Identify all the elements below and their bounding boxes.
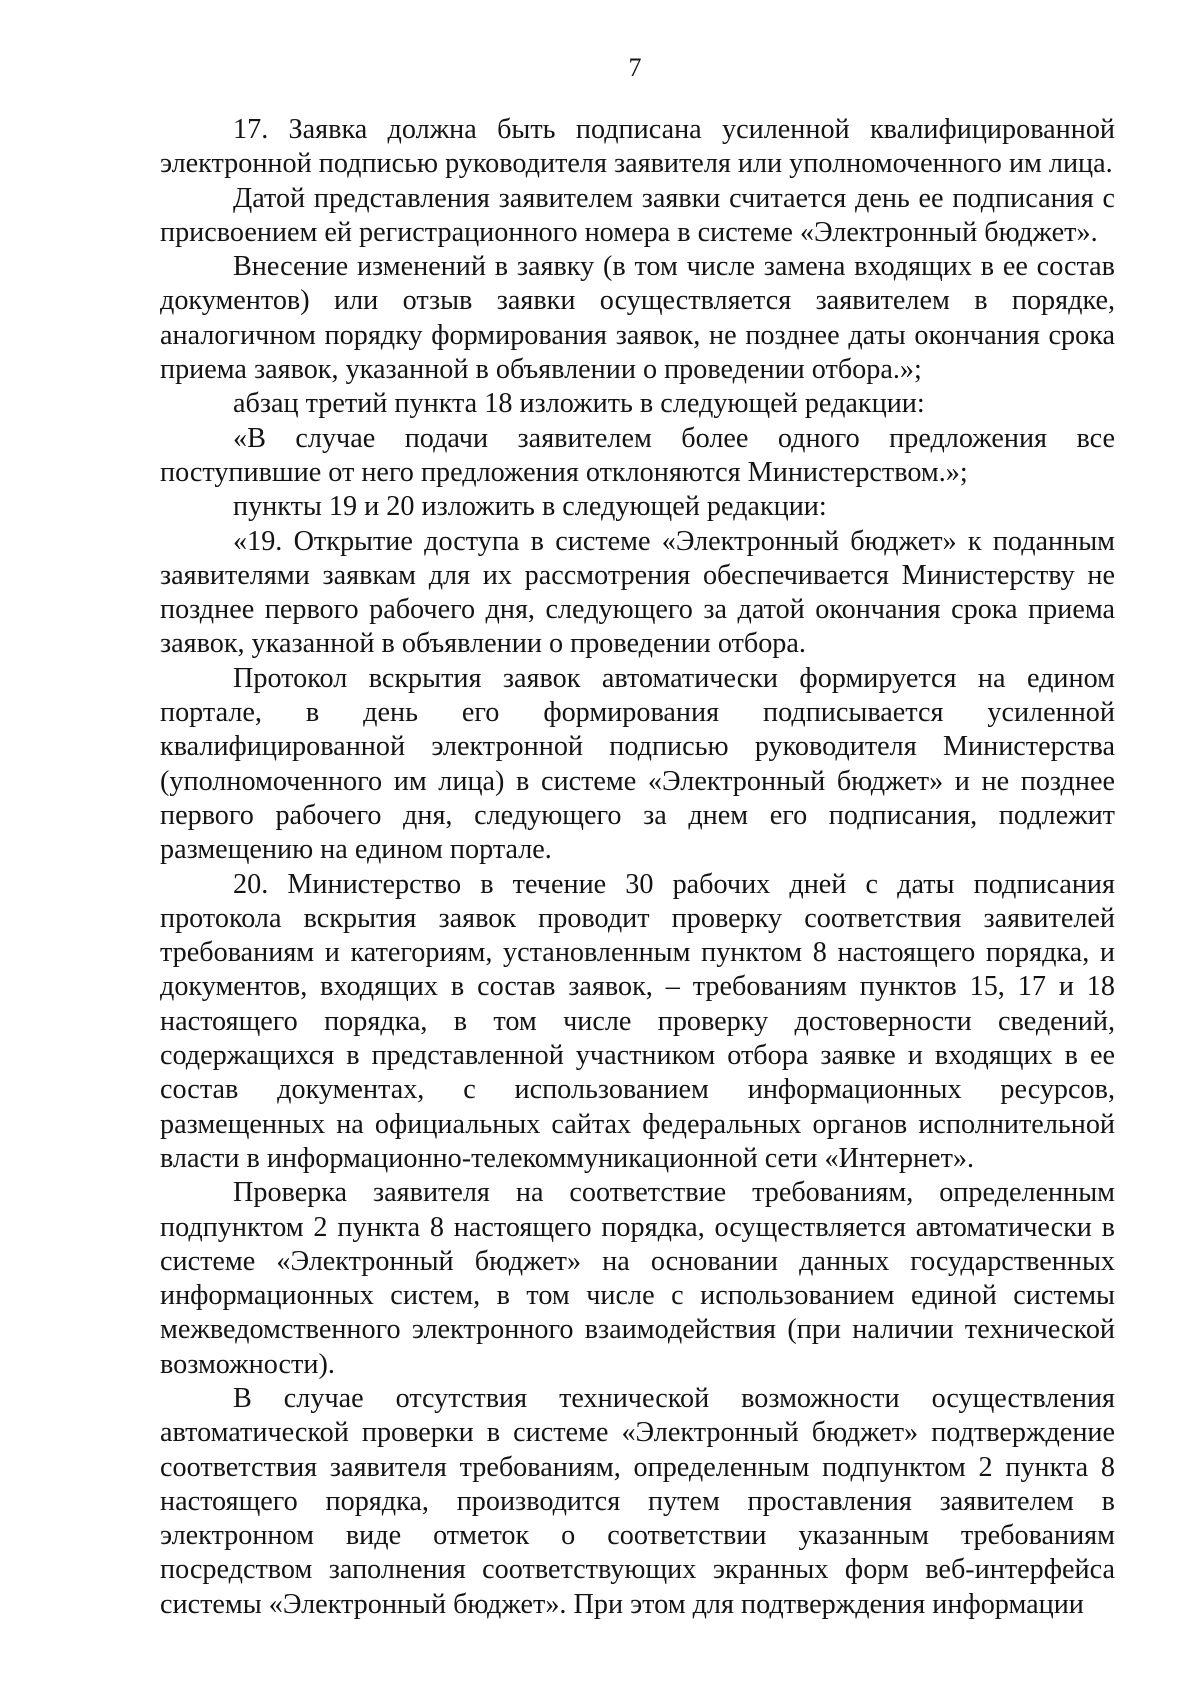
paragraph-18-text: «В случае подачи заявителем более одного предложения все поступившие от него предложения отклоняются Министерством.»; (160, 422, 1115, 488)
page-number: 7 (628, 53, 642, 82)
paragraph-manual-check: В случае отсутствия технической возможности осуществления автоматической проверки в системе «Электронный бюджет» подтверждение соответствия заявителя требованиям, определенным подпунктом 2 пункта 8 настоящего порядка, производится путем проставления заявителем в электронном виде отметок о соответствии указанным требованиям посредством заполнения соответствующих экранных форм веб-интерфейса системы «Электронный бюджет». При этом для подтверждения информации (160, 1382, 1115, 1620)
paragraph-protocol: Протокол вскрытия заявок автоматически формируется на едином портале, в день его формирования подписывается усиленной квалифицированной электронной подписью руководителя Министерства (уполномоченного им лица) в системе «Электронный бюджет» и не позднее первого рабочего дня, следующего за днем его подписания, подлежит размещению на едином портале. (160, 662, 1115, 866)
paragraph-amendments: Внесение изменений в заявку (в том числе замена входящих в ее состав документов) или отзыв заявки осуществляется заявителем в порядке, аналогичном порядку формирования заявок, не позднее даты окончания срока приема заявок, указанной в объявлении о проведении отбора.»; (160, 251, 1115, 386)
paragraph-17-signature: 17. Заявка должна быть подписана усиленной квалифицированной электронной подписью руководителя заявителя или уполномоченного им лица. (160, 114, 1115, 180)
paragraph-20-review: 20. Министерство в течение 30 рабочих дней с даты подписания протокола вскрытия заявок проводит проверку соответствия заявителей требованиям и категориям, установленным пунктом 8 настоящего порядка, и документов, входящих в состав заявок, – требованиям пунктов 15, 17 и 18 настоящего порядка, в том числе проверку достоверности сведений, содержащихся в представленной участником отбора заявке и входящих в ее состав документах, с использованием информационных ресурсов, размещенных на официальных сайтах федеральных органов исполнительной власти в информационно-телекоммуникационной сети «Интернет». (160, 868, 1115, 1174)
document-body (160, 113, 1115, 1622)
paragraph-submission-date: Датой представления заявителем заявки считается день ее подписания с присвоением ей регистрационного номера в системе «Электронный бюджет». (160, 182, 1115, 248)
paragraph-amend-18: абзац третий пункта 18 изложить в следующей редакции: (233, 388, 925, 420)
paragraph-19-access: «19. Открытие доступа в системе «Электронный бюджет» к поданным заявителями заявкам для их рассмотрения обеспечивается Министерству не позднее первого рабочего дня, следующего за датой окончания срока приема заявок, указанной в объявлении о проведении отбора. (160, 525, 1115, 660)
paragraph-amend-19-20: пункты 19 и 20 изложить в следующей редакции: (233, 491, 827, 523)
paragraph-automatic-check: Проверка заявителя на соответствие требованиям, определенным подпунктом 2 пункта 8 настоящего порядка, осуществляется автоматически в системе «Электронный бюджет» на основании данных государственных информационных систем, в том числе с использованием единой системы межведомственного электронного взаимодействия (при наличии технической возможности). (160, 1177, 1115, 1380)
